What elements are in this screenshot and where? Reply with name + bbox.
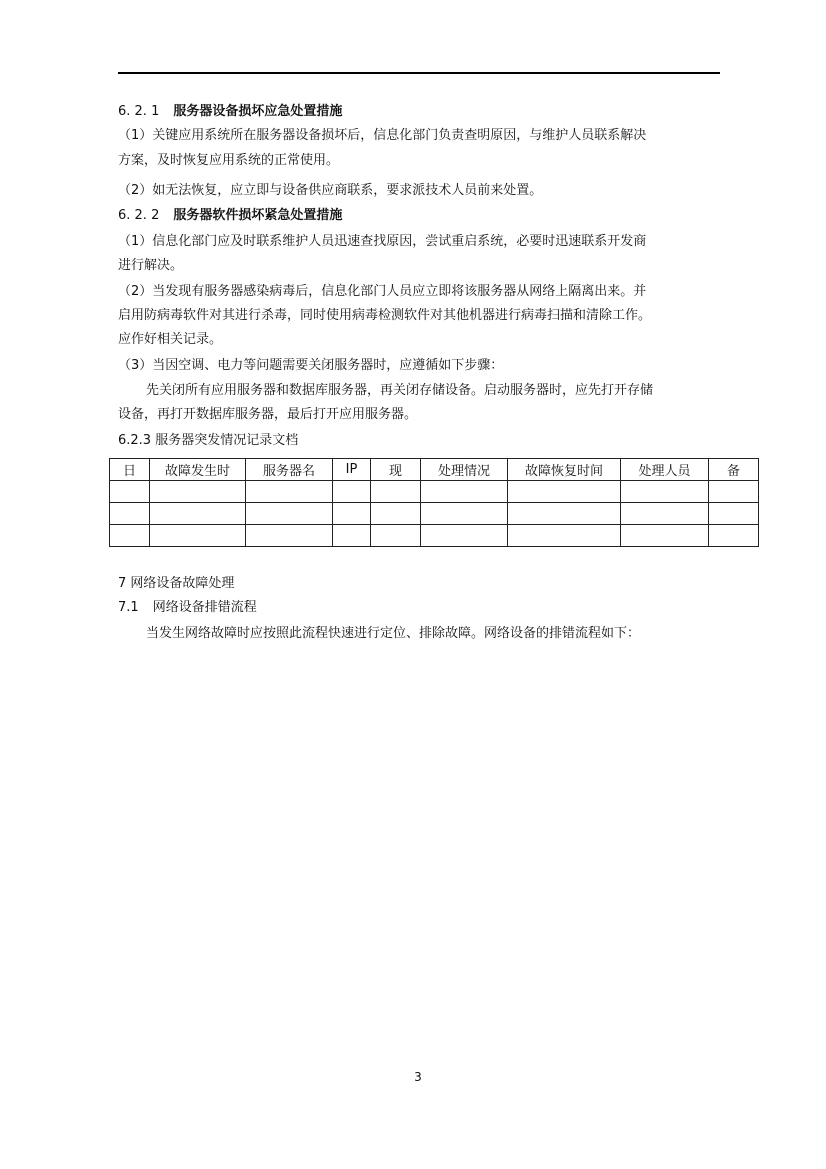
column-header: 处理情况	[421, 459, 508, 481]
table-cell	[371, 525, 421, 547]
subsection-number: 7.1	[118, 600, 139, 615]
subsection-heading	[118, 599, 257, 617]
paragraph-line: （1）信息化部门应及时联系维护人员迅速查找原因，尝试重启系统，必要时迅速联系开发商	[118, 234, 647, 249]
table-cell	[150, 525, 246, 547]
paragraph-line: （2）当发现有服务器感染病毒后，信息化部门人员应立即将该服务器从网络上隔离出来。并	[118, 284, 647, 299]
page-number: 3	[414, 1070, 422, 1084]
table-cell	[621, 503, 709, 525]
paragraph-line: 应作好相关记录。	[118, 332, 223, 347]
column-header: 处理人员	[621, 459, 709, 481]
table-cell	[246, 525, 333, 547]
paragraph-line: 启用防病毒软件对其进行杀毒，同时使用病毒检测软件对其他机器进行病毒扫描和清除工作。	[118, 308, 652, 323]
table-cell	[508, 503, 621, 525]
column-header: IP	[333, 459, 371, 481]
column-header: 故障恢复时间	[508, 459, 621, 481]
section-number: 6. 2. 2	[118, 208, 160, 223]
table-cell	[110, 503, 150, 525]
paragraph-line: （3）当因空调、电力等问题需要关闭服务器时，应遵循如下步骤：	[118, 358, 504, 373]
paragraph-line: 方案，及时恢复应用系统的正常使用。	[118, 153, 340, 168]
record-table-title: 6.2.3 服务器突发情况记录文档	[118, 433, 299, 448]
paragraph-line: （2）如无法恢复，应立即与设备供应商联系，要求派技术人员前来处置。	[118, 183, 543, 198]
table-cell	[421, 503, 508, 525]
table-cell	[246, 481, 333, 503]
section-title: 服务器设备损坏应急处置措施	[173, 104, 343, 119]
table-cell	[110, 525, 150, 547]
column-header: 故障发生时	[150, 459, 246, 481]
paragraph-line: （1）关键应用系统所在服务器设备损坏后，信息化部门负责查明原因，与维护人员联系解决	[118, 128, 647, 143]
section-heading-6-2-1	[118, 103, 342, 121]
column-header: 备	[709, 459, 759, 481]
table-cell	[421, 481, 508, 503]
intro-paragraph: 当发生网络故障时应按照此流程快速进行定位、排除故障。网络设备的排错流程如下：	[146, 626, 641, 641]
table-cell	[150, 503, 246, 525]
header-rule	[118, 72, 720, 74]
table-cell	[110, 481, 150, 503]
table-cell	[508, 525, 621, 547]
incident-record-table	[109, 458, 759, 547]
subsection-title: 网络设备排错流程	[152, 600, 257, 615]
table-cell	[246, 503, 333, 525]
table-row	[110, 503, 759, 525]
column-header: 现	[371, 459, 421, 481]
table-header-row	[110, 459, 759, 481]
table-cell	[621, 525, 709, 547]
paragraph-line: 先关闭所有应用服务器和数据库服务器，再关闭存储设备。启动服务器时，应先打开存储	[146, 383, 654, 398]
table-cell	[709, 481, 759, 503]
table-cell	[150, 481, 246, 503]
table-cell	[371, 503, 421, 525]
section-number: 6. 2. 1	[118, 104, 160, 119]
section-heading-6-2-2	[118, 207, 342, 225]
table-cell	[709, 503, 759, 525]
table-cell	[333, 525, 371, 547]
table-cell	[621, 481, 709, 503]
table-cell	[333, 503, 371, 525]
section-title: 服务器软件损坏紧急处置措施	[173, 208, 343, 223]
chapter-heading: 7 网络设备故障处理	[118, 576, 235, 591]
table-cell	[371, 481, 421, 503]
table-row	[110, 481, 759, 503]
table-row	[110, 525, 759, 547]
table-cell	[421, 525, 508, 547]
column-header: 服务器名	[246, 459, 333, 481]
table-cell	[508, 481, 621, 503]
table-cell	[333, 481, 371, 503]
column-header: 日	[110, 459, 150, 481]
table-cell	[709, 525, 759, 547]
paragraph-line: 进行解决。	[118, 258, 184, 273]
paragraph-line: 设备，再打开数据库服务器，最后打开应用服务器。	[118, 407, 418, 422]
